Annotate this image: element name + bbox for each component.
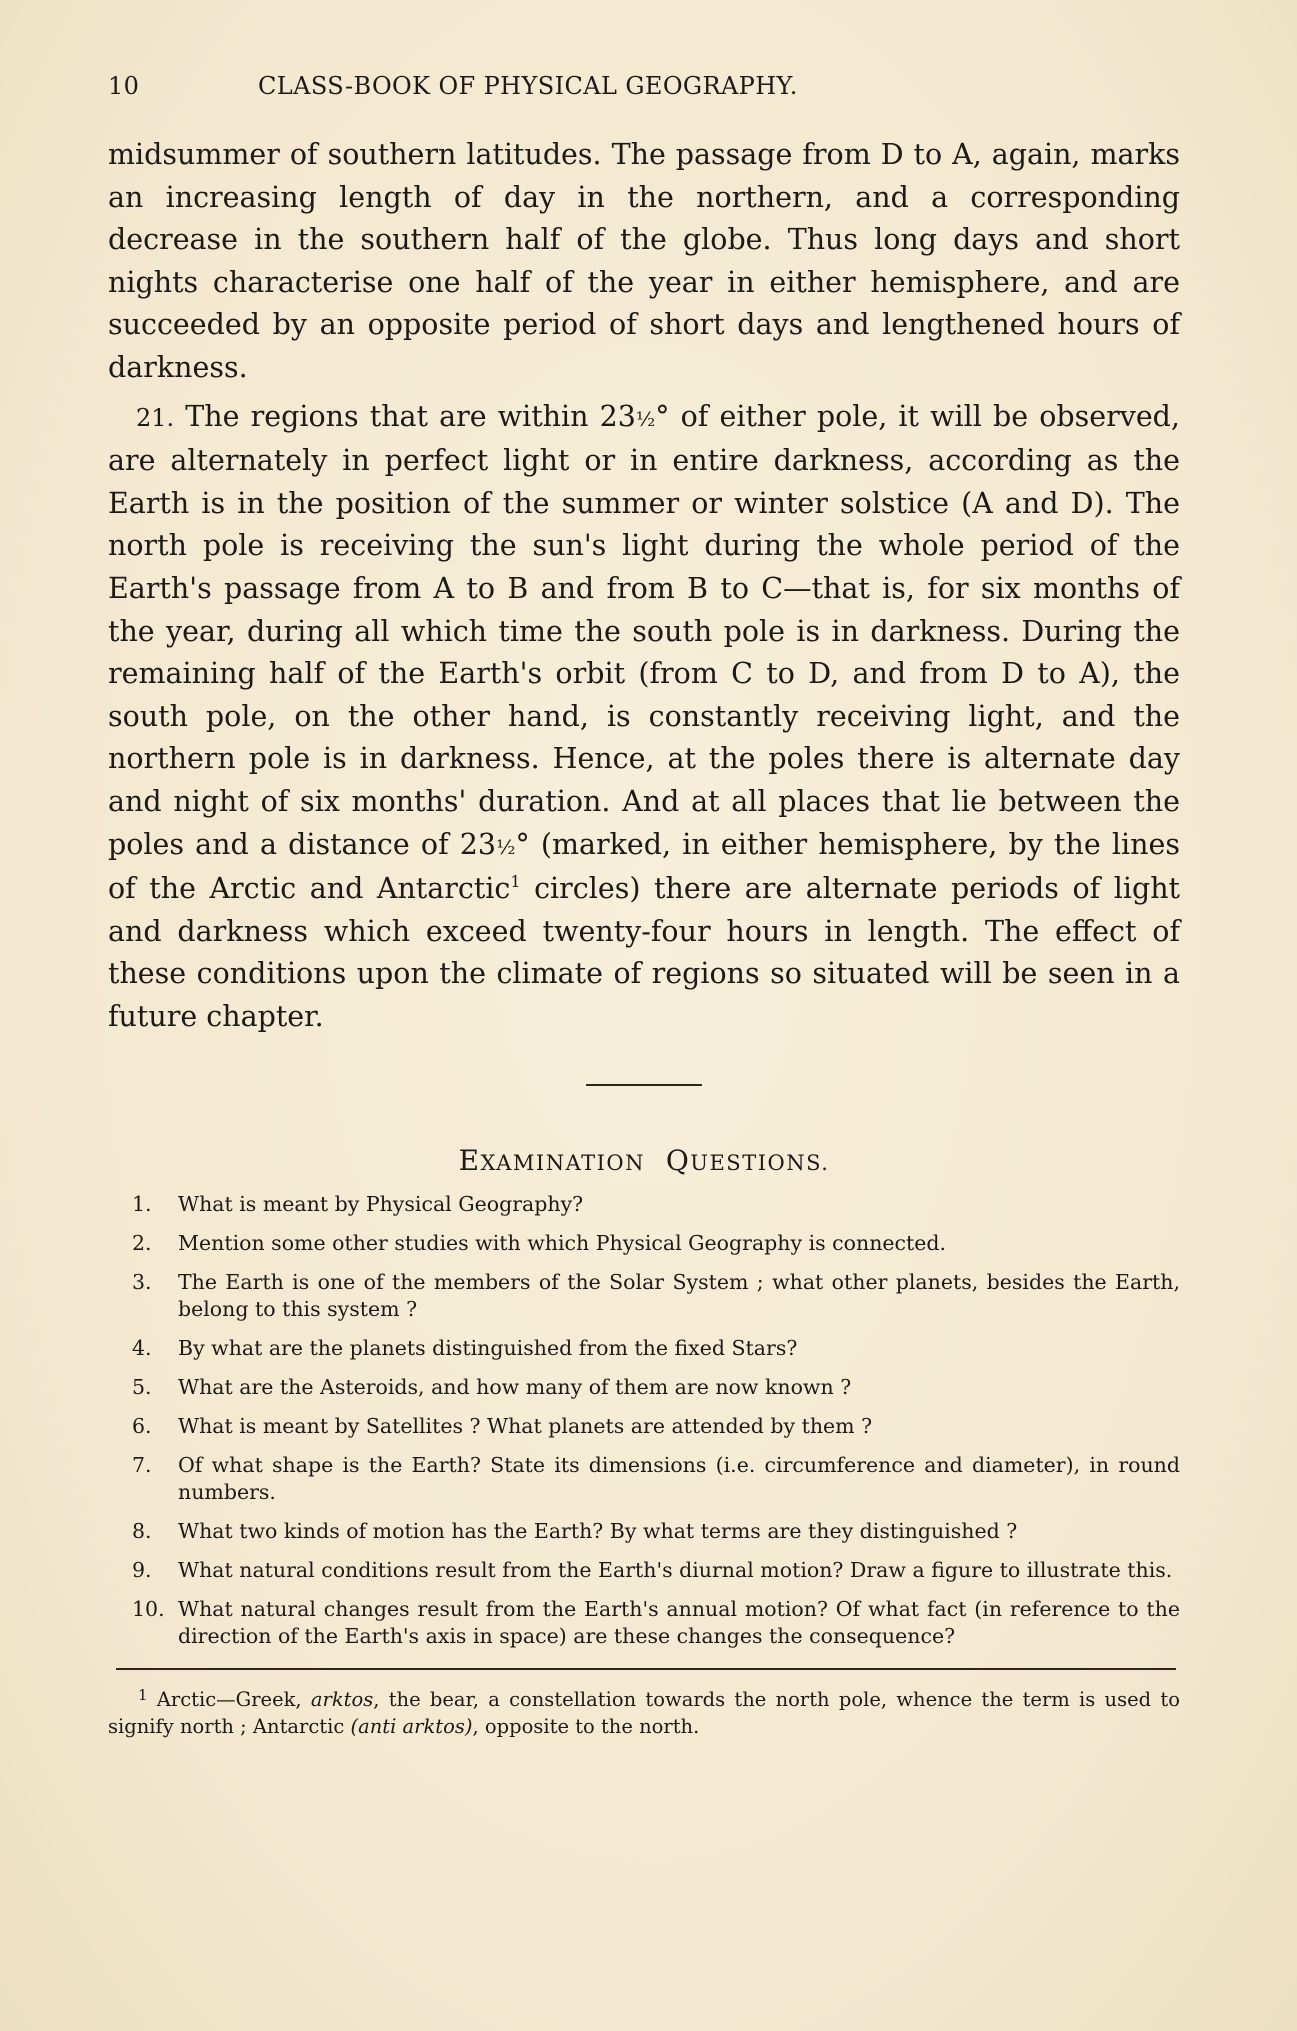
question-number: 8. (132, 1519, 152, 1544)
question-number: 4. (132, 1336, 152, 1361)
footnote-text (108, 1682, 1180, 1740)
question-item (108, 1374, 1180, 1401)
paragraph-21-part-b: ° of either pole, it will be observed, are alternately in perfect light or in entire darkness, according as the Earth is in the position of the summer or winter solstice (A and D). The north pole is receiving the sun's light during the whole period of the Earth's passage from A to B and from B to C—that is, for six months of the year, during all which time the south pole is in darkness. During the remaining half of the Earth's orbit (from C to D, and from D to A), the south pole, on the other hand, is constantly receiving light, and the northern pole is in darkness. Hence, at the poles there is alternate day and night of six months' duration. And at all places that lie between the poles and a distance of 23 (108, 399, 1180, 861)
footnote (108, 1682, 1180, 1740)
question-number: 7. (132, 1453, 152, 1478)
question-item (108, 1596, 1180, 1650)
paragraph-21 (108, 396, 1180, 1039)
footnote-part-b: , the bear, a constellation towards the north pole, whence the term is used to signify north ; Antarctic (108, 1688, 1180, 1739)
paragraph-1: midsummer of southern latitudes. The passage from D to A, again, marks an increasing length of day in the northern, and a corresponding decrease in the southern half of the globe. Thus long days and short nights characterise one half of the year in either hemisphere, and are succeeded by an opposite period of short days and lengthened hours of darkness. (108, 138, 1180, 384)
question-item (108, 1557, 1180, 1584)
paragraph-21-part-d: circles) there are alternate periods of light and darkness which exceed twenty-four hours in length. The effect of these conditions upon the climate of regions so situated will be seen in a future chapter. (108, 872, 1180, 1033)
heading-smallcaps-1: XAMINATION (480, 1151, 645, 1176)
heading-initial-q: Q (665, 1144, 691, 1178)
question-text: What natural conditions result from the Earth's diurnal motion? Draw a figure to illustrate this. (178, 1558, 1173, 1583)
question-item (108, 1269, 1180, 1323)
question-number: 10. (132, 1597, 165, 1622)
fraction-half: ½ (496, 834, 516, 859)
question-number: 3. (132, 1270, 152, 1295)
question-list (108, 1191, 1180, 1650)
question-text: What natural changes result from the Earth's annual motion? Of what fact (in reference to the direction of the Earth's axis in space) are these changes the consequence? (178, 1597, 1180, 1649)
footnote-part-a: Arctic—Greek, (147, 1688, 311, 1712)
question-text: Mention some other studies with which Physical Geography is connected. (178, 1231, 947, 1256)
fraction-half: ½ (635, 406, 656, 431)
footnote-rule (116, 1668, 1176, 1670)
page-content (108, 72, 1180, 1740)
running-title: CLASS-BOOK OF PHYSICAL GEOGRAPHY. (258, 72, 798, 100)
exam-questions-heading (108, 1144, 1180, 1177)
heading-initial-e: E (458, 1144, 481, 1178)
question-text: What is meant by Physical Geography? (178, 1192, 584, 1217)
question-item (108, 1452, 1180, 1506)
footnote-reference[interactable]: 1 (510, 872, 521, 892)
question-text: Of what shape is the Earth? State its dimensions (i.e. circumference and diameter), in round numbers. (178, 1453, 1180, 1505)
footnote-part-c: , opposite to the north. (472, 1715, 700, 1739)
question-text: The Earth is one of the members of the Solar System ; what other planets, besides the Earth, belong to this system ? (178, 1270, 1180, 1322)
question-item (108, 1413, 1180, 1440)
paragraph-21-part-a: The regions that are within 23 (174, 399, 636, 433)
question-number: 6. (132, 1414, 152, 1439)
question-text: By what are the planets distinguished from the fixed Stars? (178, 1336, 798, 1361)
question-number: 5. (132, 1375, 152, 1400)
footnote-italic-b: (anti arktos) (350, 1715, 473, 1739)
body-text (108, 134, 1180, 1038)
question-text: What is meant by Satellites ? What planets are attended by them ? (178, 1414, 873, 1439)
section-divider (586, 1084, 702, 1086)
question-item (108, 1518, 1180, 1545)
footnote-italic-a: arktos (310, 1688, 374, 1712)
question-number: 1. (132, 1192, 152, 1217)
question-item (108, 1230, 1180, 1257)
paragraph-21-part-c: ° (marked, in either hemisphere, by the lines of the Arctic and Antarctic (108, 827, 1180, 906)
question-text: What two kinds of motion has the Earth? By what terms are they distinguished ? (178, 1519, 1018, 1544)
running-head (108, 72, 1180, 100)
question-number: 9. (132, 1558, 152, 1583)
heading-smallcaps-2: UESTIONS. (690, 1151, 830, 1176)
page-number: 10 (108, 72, 140, 100)
question-number: 2. (132, 1231, 152, 1256)
question-text: What are the Asteroids, and how many of them are now known ? (178, 1375, 852, 1400)
footnote-mark: 1 (138, 1686, 148, 1705)
question-item (108, 1191, 1180, 1218)
section-number: 21. (136, 403, 175, 432)
question-item (108, 1335, 1180, 1362)
